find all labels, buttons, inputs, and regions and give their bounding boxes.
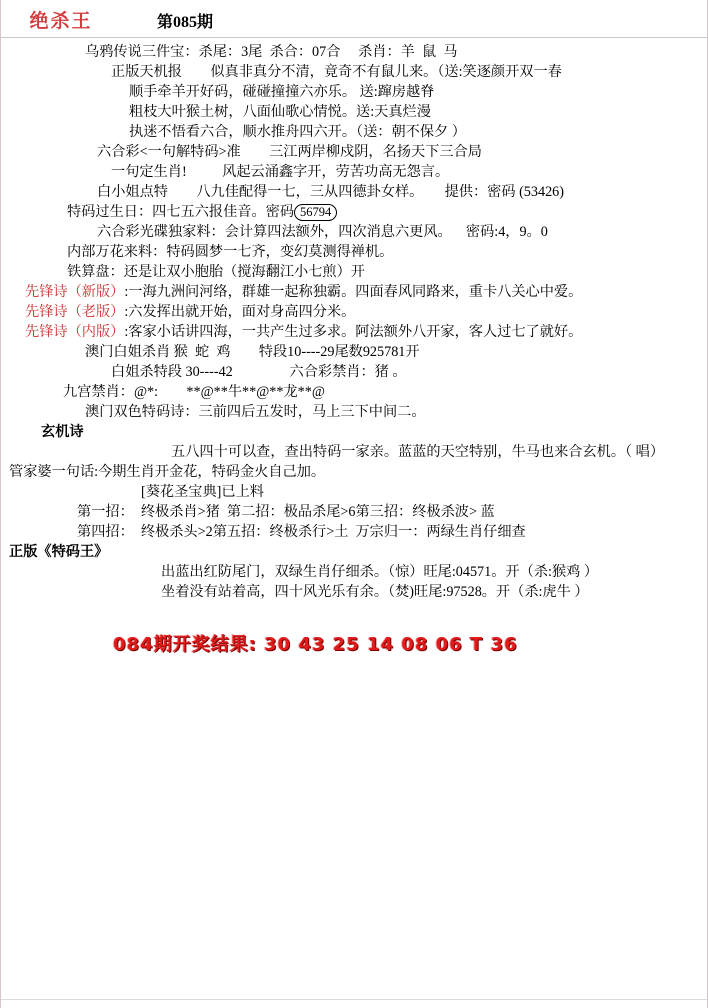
page-header — [1, 0, 707, 35]
line-neibu-text: 内部万花来料：特码圆梦一七齐，变幻莫测得禅机。 — [67, 244, 394, 260]
line-xianfeng-inner-label: 先锋诗（内版） — [25, 324, 125, 340]
content-lines — [1, 42, 707, 602]
line-result-2 — [1, 582, 707, 602]
line-yiju-text: 一句定生肖! 风起云涌鑫字开，劳苦功高无怨言。 — [111, 164, 450, 180]
line-tianjibao-3 — [1, 102, 707, 122]
line-tianjibao-3-text: 粗枝大叶猴土树，八面仙歌心情悦。送:天真烂漫 — [129, 104, 431, 120]
line-zhao-2-text: 第四招： 终极杀头>2第五招：终极杀行>土 万宗归一：两绿生肖仔细查 — [77, 524, 526, 540]
line-macau-shuangse-text: 澳门双色特码诗：三前四后五发时，马上三下中间二。 — [85, 404, 426, 420]
line-temaguosheng-text: 特码过生日：四七五六报佳音。密码 — [67, 204, 295, 220]
line-xianfeng-new-label: 先锋诗（新版） — [25, 284, 125, 300]
line-tiesuanpan — [1, 262, 707, 282]
issue-number: 第085期 — [157, 14, 214, 31]
line-guangdie — [1, 222, 707, 242]
line-zhao-1 — [1, 502, 707, 522]
line-guanjiapo-text: 管家婆一句话:今期生肖开金花，特码金火自己加。 — [9, 464, 326, 480]
line-xuanjishi — [1, 422, 707, 442]
line-yiju — [1, 162, 707, 182]
line-jiugong-text: 九宫禁肖：@*: **@**牛**@**龙**@ — [63, 384, 325, 400]
line-macau-baijie — [1, 342, 707, 362]
line-zhengban — [1, 542, 707, 562]
line-result-1 — [1, 562, 707, 582]
line-temaguosheng — [1, 202, 707, 222]
line-tianjibao-4-text: 执迷不悟看六合，顺水推舟四六开。（送：朝不保夕 ） — [129, 124, 466, 140]
line-xianfeng-new — [1, 282, 707, 302]
line-xuanji-body-text: 五八四十可以查，查出特码一家亲。蓝蓝的天空特别，牛马也来合玄机。（ 唱） — [171, 444, 665, 460]
line-liuhecai-1 — [1, 142, 707, 162]
line-xuanjishi-text: 玄机诗 — [41, 424, 84, 440]
line-kuihua-text: [葵花圣宝典]已上料 — [141, 484, 264, 500]
brand-title: 绝杀王 — [29, 10, 93, 32]
line-xuanji-body — [1, 442, 707, 462]
line-xianfeng-old-label: 先锋诗（老版） — [25, 304, 125, 320]
line-guanjiapo — [1, 462, 707, 482]
line-xianfeng-inner-text: :客家小话讲四海，一共产生过多求。阿法额外八开家，客人过七了就好。 — [124, 324, 583, 340]
line-crow-legend-text: 乌鸦传说三件宝：杀尾：3尾 杀合：07合 杀肖：羊 鼠 马 — [85, 44, 458, 60]
line-baijie-duan — [1, 362, 707, 382]
line-jiugong — [1, 382, 707, 402]
line-neibu — [1, 242, 707, 262]
bottom-spacer — [1, 656, 707, 956]
line-tianjibao-2 — [1, 82, 707, 102]
footer-divider — [1, 999, 707, 1000]
line-temaguosheng-code: 56794 — [294, 204, 337, 221]
line-xianfeng-inner — [1, 322, 707, 342]
line-tianjibao-4 — [1, 122, 707, 142]
line-baixiaojie — [1, 182, 707, 202]
line-xianfeng-old-text: :六发挥出就开始，面对身高四分米。 — [124, 304, 356, 320]
line-tianjibao-2-text: 顺手牵羊开好码，碰碰撞撞六亦乐。 送:蹿房越脊 — [129, 84, 435, 100]
line-crow-legend — [1, 42, 707, 62]
draw-result: 084期开奖结果: 30 43 25 14 08 06 T 36 — [113, 634, 518, 655]
header-divider — [1, 37, 707, 38]
line-liuhecai-1-text: 六合彩<一句解特码>准 三江两岸柳戍阴，名扬天下三合局 — [97, 144, 482, 160]
line-tianjibao-1 — [1, 62, 707, 82]
line-tiesuanpan-text: 铁算盘：还是让双小胞胎（搅海翻江小七煎）开 — [67, 264, 365, 280]
line-xianfeng-old — [1, 302, 707, 322]
line-baixiaojie-text: 白小姐点特 八九佳配得一七，三从四德卦女样。 提供：密码 (53426) — [97, 184, 564, 200]
line-macau-shuangse — [1, 402, 707, 422]
line-zhengban-text: 正版《特码王》 — [9, 544, 109, 560]
line-macau-baijie-text: 澳门白姐杀肖 猴 蛇 鸡 特段10----29尾数925781开 — [85, 344, 420, 360]
line-zhao-1-text: 第一招： 终极杀肖>猪 第二招：极品杀尾>6第三招：终极杀波> 蓝 — [77, 504, 495, 520]
line-guangdie-text: 六合彩光碟独家料：会计算四法额外，四次消息六更风。 密码:4，9。0 — [97, 224, 548, 240]
line-zhao-2 — [1, 522, 707, 542]
line-result-2-text: 坐着没有站着高，四十风光乐有余。（焚)旺尾:97528。开（杀:虎牛 ） — [161, 584, 589, 600]
line-result-1-text: 出蓝出红防尾门，双绿生肖仔细杀。（惊）旺尾:04571。开（杀:猴鸡 ） — [161, 564, 599, 580]
line-xianfeng-new-text: :一海九洲问河络，群雄一起称独霸。四面春风同路来，重卡八关心中爱。 — [124, 284, 583, 300]
line-baijie-duan-text: 白姐杀特段 30----42 六合彩禁肖：猪 。 — [111, 364, 407, 380]
line-tianjibao-1-text: 正版天机报 似真非真分不清，竟奇不有鼠儿来。（送:笑逐颜开双一春 — [111, 64, 562, 80]
line-kuihua — [1, 482, 707, 502]
